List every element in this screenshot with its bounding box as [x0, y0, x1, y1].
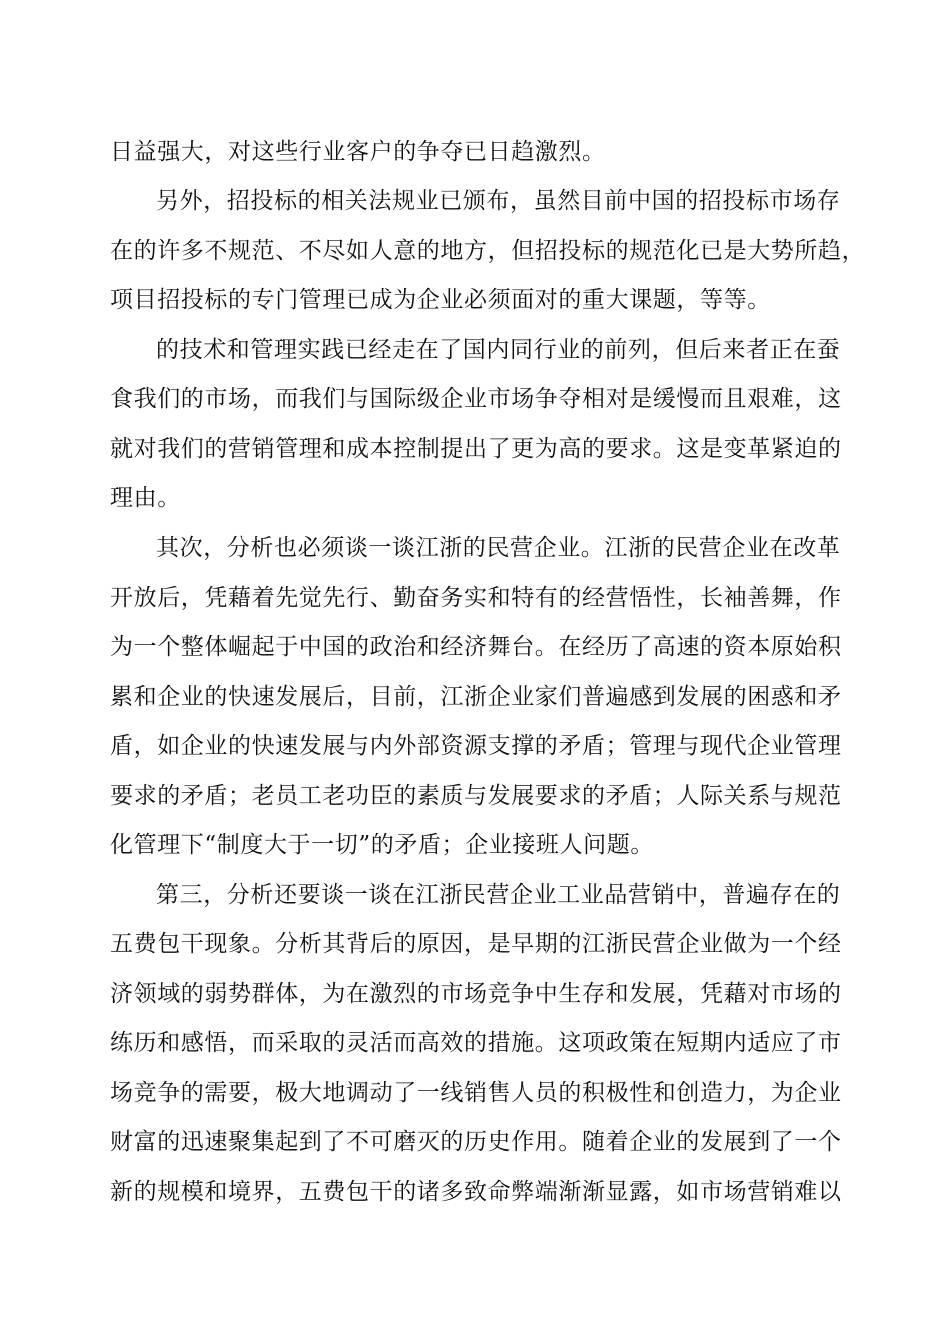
paragraph-first-line: 的技术和管理实践已经走在了国内同行业的前列，但后来者正在蚕	[156, 337, 841, 363]
text-line: 理由。	[110, 485, 181, 511]
paragraph-first-line: 其次，分析也必须谈一谈江浙的民营企业。江浙的民营企业在改革	[156, 535, 841, 561]
text-line: 累和企业的快速发展后，目前，江浙企业家们普遍感到发展的困惑和矛	[110, 684, 842, 710]
text-line: 项目招投标的专门管理已成为企业必须面对的重大课题，等等。	[110, 287, 771, 313]
text-line: 就对我们的营销管理和成本控制提出了更为高的要求。这是变革紧迫的	[110, 436, 842, 462]
text-line: 盾，如企业的快速发展与内外部资源支撑的矛盾；管理与现代企业管理	[110, 733, 842, 759]
text-line: 济领域的弱势群体，为在激烈的市场竞争中生存和发展，凭藉对市场的	[110, 981, 842, 1007]
text-line: 在的许多不规范、不尽如人意的地方，但招投标的规范化已是大势所趋，	[110, 238, 866, 264]
text-line: 财富的迅速聚集起到了不可磨灭的历史作用。随着企业的发展到了一个	[110, 1129, 842, 1155]
text-line: 化管理下“制度大于一切”的矛盾；企业接班人问题。	[110, 832, 654, 858]
text-line: 场竞争的需要，极大地调动了一线销售人员的积极性和创造力，为企业	[110, 1080, 842, 1106]
text-line: 食我们的市场，而我们与国际级企业市场争夺相对是缓慢而且艰难，这	[110, 386, 842, 412]
paragraph-first-line: 第三，分析还要谈一谈在江浙民营企业工业品营销中，普遍存在的	[156, 882, 841, 908]
text-line: 开放后，凭藉着先觉先行、勤奋务实和特有的经营悟性，长袖善舞，作	[110, 585, 842, 611]
text-line: 练历和感悟，而采取的灵活而高效的措施。这项政策在短期内适应了市	[110, 1030, 842, 1056]
text-line: 新的规模和境界，五费包干的诸多致命弊端渐渐显露，如市场营销难以	[110, 1179, 842, 1205]
text-line: 日益强大，对这些行业客户的争夺已日趋激烈。	[110, 139, 606, 165]
paragraph-first-line: 另外，招投标的相关法规业已颁布，虽然目前中国的招投标市场存	[156, 188, 841, 214]
text-line: 五费包干现象。分析其背后的原因，是早期的江浙民营企业做为一个经	[110, 931, 842, 957]
text-line: 为一个整体崛起于中国的政治和经济舞台。在经历了高速的资本原始积	[110, 634, 842, 660]
text-line: 要求的矛盾；老员工老功臣的素质与发展要求的矛盾；人际关系与规范	[110, 783, 842, 809]
